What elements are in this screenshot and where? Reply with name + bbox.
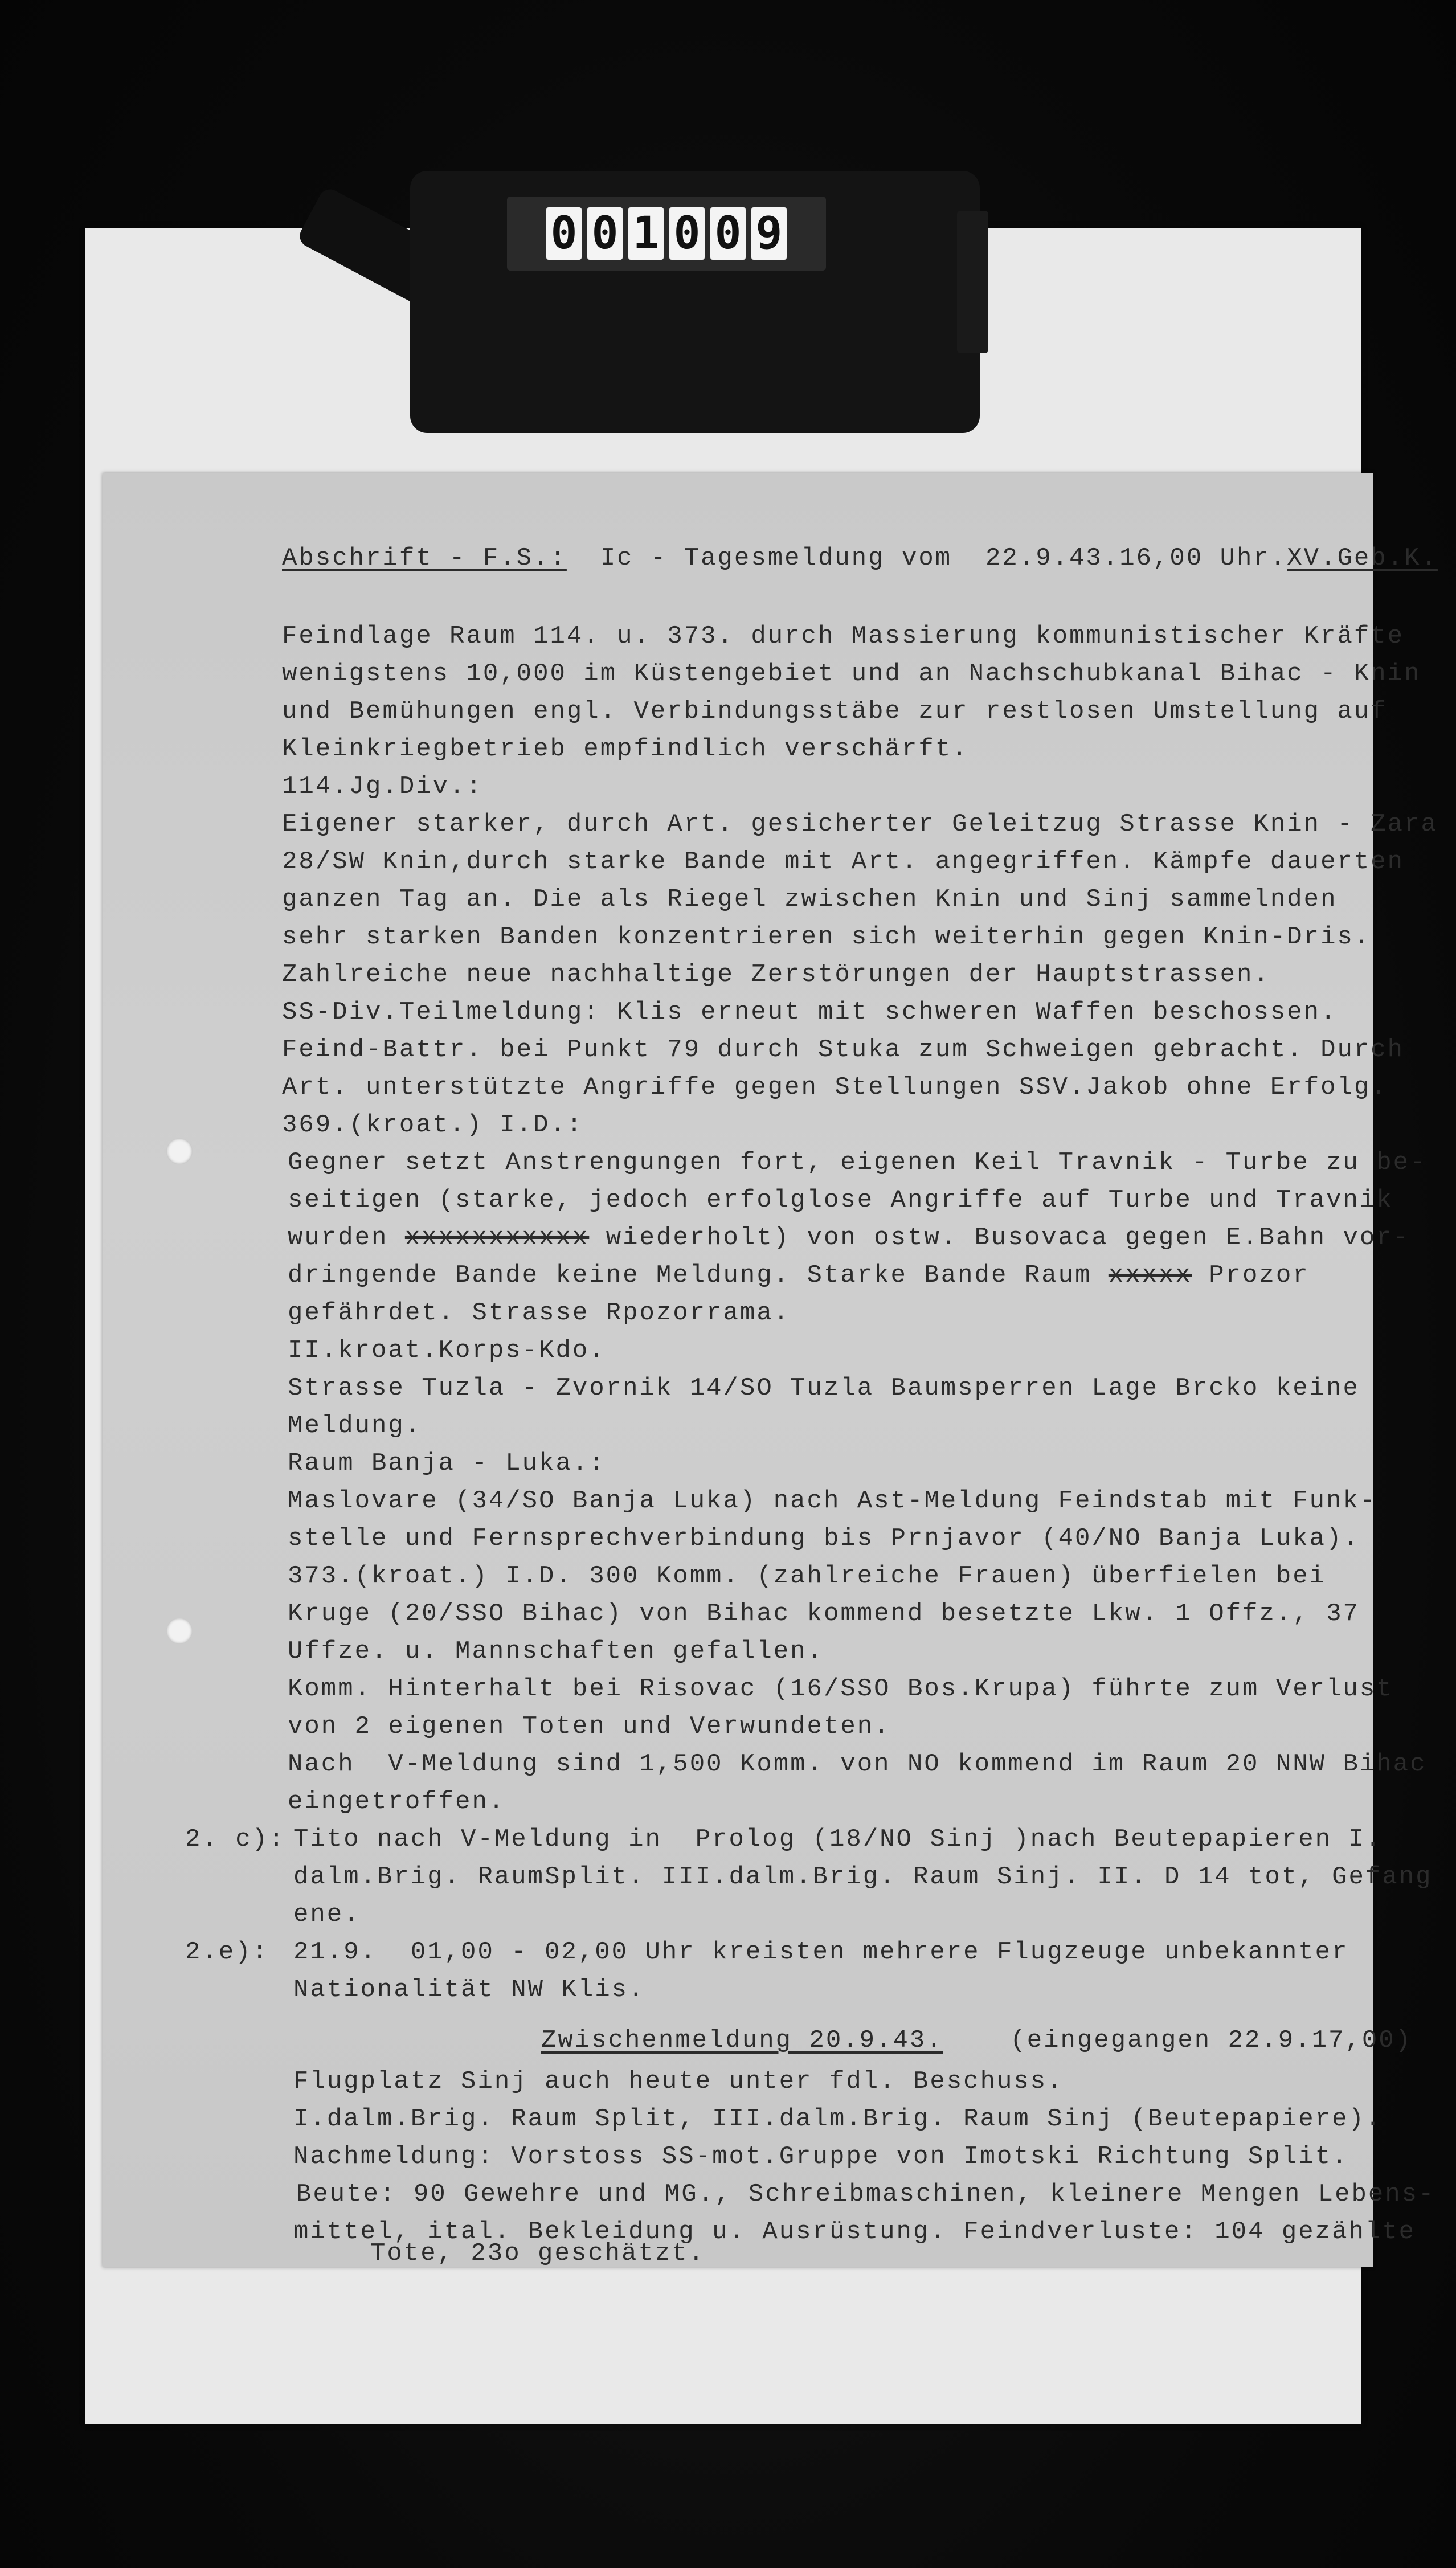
text-line: Komm. Hinterhalt bei Risovac (16/SSO Bos.Krupa) führte zum Verlust: [288, 1675, 1393, 1703]
text-line: 369.(kroat.) I.D.:: [282, 1111, 584, 1139]
text-line: SS-Div.Teilmeldung: Klis erneut mit schweren Waffen beschossen.: [282, 998, 1338, 1027]
punch-hole-top: [166, 1138, 193, 1164]
text-line: I.dalm.Brig. Raum Split, III.dalm.Brig. Raum Sinj (Beutepapiere).: [293, 2105, 1383, 2133]
text-line: Tito nach V-Meldung in Prolog (18/NO Sinj )nach Beutepapieren I.: [293, 1825, 1383, 1854]
text-line: Strasse Tuzla - Zvornik 14/SO Tuzla Baumsperren Lage Brcko keine: [288, 1374, 1360, 1402]
text-line: 114.Jg.Div.:: [282, 772, 483, 801]
margin-marker: 2. c):: [185, 1825, 286, 1854]
text-line: [541, 2028, 1412, 2053]
text-line: Beute: 90 Gewehre und MG., Schreibmaschinen, kleinere Mengen Lebens-: [296, 2180, 1435, 2209]
struck-out-text: xxxxxxxxxxx: [404, 1224, 590, 1252]
text-line: Nach V-Meldung sind 1,500 Komm. von NO kommend im Raum 20 NNW Bihac: [288, 1750, 1427, 1778]
text-line: [288, 1225, 1410, 1250]
struck-out-text: xxxxx: [1108, 1261, 1192, 1290]
frame-counter-display: [507, 197, 826, 271]
text-line: 373.(kroat.) I.D. 300 Komm. (zahlreiche Frauen) überfielen bei: [288, 1562, 1327, 1590]
text-line: Feindlage Raum 114. u. 373. durch Massierung kommunistischer Kräfte: [282, 622, 1405, 651]
interim-report-received: (eingegangen 22.9.17,00): [1010, 2026, 1413, 2055]
text-line: Meldung.: [288, 1412, 422, 1440]
text-line: Eigener starker, durch Art. gesicherter Geleitzug Strasse Knin - Zara: [282, 810, 1438, 839]
text-line: ene.: [293, 1900, 361, 1929]
text-line: Raum Banja - Luka.:: [288, 1449, 606, 1478]
document-header: [282, 546, 1438, 571]
margin-marker: 2.e):: [185, 1938, 269, 1966]
counter-digit: 0: [710, 207, 746, 260]
counter-digit: 9: [751, 207, 787, 260]
text-line: 28/SW Knin,durch starke Bande mit Art. angegriffen. Kämpfe dauerten: [282, 848, 1405, 876]
text-line: Zahlreiche neue nachhaltige Zerstörungen der Hauptstrassen.: [282, 960, 1270, 989]
text-segment: dringende Bande keine Meldung. Starke Bande Raum: [288, 1261, 1109, 1290]
text-line: dalm.Brig. RaumSplit. III.dalm.Brig. Raum Sinj. II. D 14 tot, Gefang: [293, 1863, 1433, 1891]
text-line: II.kroat.Korps-Kdo.: [288, 1336, 606, 1365]
text-line: mittel, ital. Bekleidung u. Ausrüstung. Feindverluste: 104 gezählte: [293, 2218, 1416, 2246]
text-segment: wurden: [288, 1224, 405, 1252]
text-line: Uffze. u. Mannschaften gefallen.: [288, 1637, 824, 1666]
text-line: Kruge (20/SSO Bihac) von Bihac kommend besetzte Lkw. 1 Offz., 37: [288, 1600, 1360, 1628]
counter-digit: 0: [669, 207, 705, 260]
text-line: eingetroffen.: [288, 1788, 506, 1816]
text-line: Flugplatz Sinj auch heute unter fdl. Beschuss.: [293, 2067, 1064, 2096]
header-unit: XV.Geb.K.: [1287, 544, 1438, 573]
text-line: Gegner setzt Anstrengungen fort, eigenen Keil Travnik - Turbe zu be-: [288, 1148, 1427, 1177]
text-line: 21.9. 01,00 - 02,00 Uhr kreisten mehrere Flugzeuge unbekannter: [293, 1938, 1349, 1966]
text-line: seitigen (starke, jedoch erfolglose Angriffe auf Turbe und Travnik: [288, 1186, 1393, 1215]
counter-digit: 0: [587, 207, 623, 260]
text-line: [288, 1263, 1310, 1288]
text-line: Art. unterstützte Angriffe gegen Stellungen SSV.Jakob ohne Erfolg.: [282, 1073, 1388, 1102]
text-line: von 2 eigenen Toten und Verwundeten.: [288, 1712, 891, 1741]
interim-report-title: Zwischenmeldung 20.9.43.: [541, 2026, 943, 2055]
text-line: sehr starken Banden konzentrieren sich weiterhin gegen Knin-Dris.: [282, 923, 1371, 951]
text-line: gefährdet. Strasse Rpozorrama.: [288, 1299, 791, 1327]
text-line: Feind-Battr. bei Punkt 79 durch Stuka zum Schweigen gebracht. Durch: [282, 1036, 1405, 1064]
header-subject: Ic - Tagesmeldung vom 22.9.43.16,00 Uhr.: [600, 544, 1287, 573]
text-segment: Prozor: [1192, 1261, 1310, 1290]
text-line: Maslovare (34/SO Banja Luka) nach Ast-Meldung Feindstab mit Funk-: [288, 1487, 1377, 1515]
counter-digit: 1: [628, 207, 664, 260]
punch-hole-bottom: [166, 1618, 193, 1644]
counter-knob: [957, 211, 988, 353]
text-line: Nationalität NW Klis.: [293, 1976, 645, 2004]
text-line: ganzen Tag an. Die als Riegel zwischen Knin und Sinj sammelnden: [282, 885, 1338, 914]
text-segment: wiederholt) von ostw. Busovaca gegen E.Bahn vor-: [589, 1224, 1410, 1252]
text-line: wenigstens 10,000 im Küstengebiet und an Nachschubkanal Bihac - Knin: [282, 660, 1421, 688]
counter-digit: 0: [546, 207, 582, 260]
text-line: stelle und Fernsprechverbindung bis Prnjavor (40/NO Banja Luka).: [288, 1524, 1360, 1553]
text-line: Kleinkriegbetrieb empfindlich verschärft.: [282, 735, 969, 763]
text-line: und Bemühungen engl. Verbindungsstäbe zur restlosen Umstellung auf: [282, 697, 1388, 726]
text-line: Tote, 23o geschätzt.: [370, 2239, 706, 2268]
header-label: Abschrift - F.S.:: [282, 544, 567, 573]
text-line: Nachmeldung: Vorstoss SS-mot.Gruppe von Imotski Richtung Split.: [293, 2142, 1349, 2171]
